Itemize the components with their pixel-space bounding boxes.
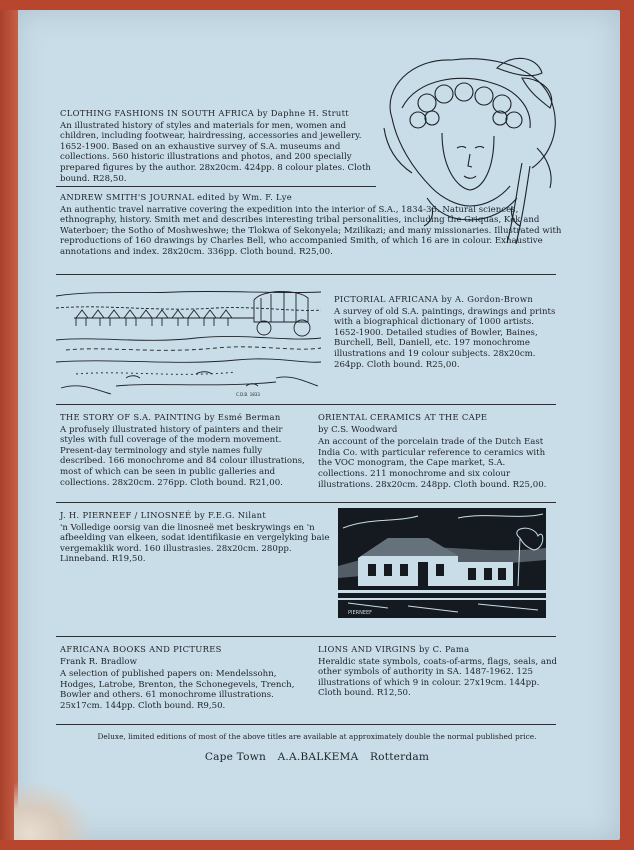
book-description: 'n Volledige oorsig van die linosneë met beskrywings en 'n afbeelding van elkeen, sodat identifikasie en vergelyking baie vergemaklik word. 160 illustrasies. 28x20cm. 280pp. Linneband. R19,50. (60, 522, 330, 565)
book-entry-pictorial-africana (334, 294, 556, 370)
book-entry-lions-virgins (318, 644, 558, 699)
worn-corner (14, 780, 94, 840)
deluxe-editions-note: Deluxe, limited editions of most of the above titles are available at approximately double the normal published price. (97, 732, 537, 741)
book-description: An account of the porcelain trade of the Dutch East India Co. with particular reference to ceramics with the VOC monogram, the Cape market, S.A. collections. 211 monochrome and six colour illustrations. 28x20cm. 248pp. Cloth bound. R25,00. (318, 437, 547, 490)
publisher-city: Rotterdam (370, 751, 430, 763)
divider (56, 724, 556, 725)
book-title: AFRICANA BOOKS AND PICTURES (60, 644, 222, 654)
book-description: An illustrated history of styles and materials for men, women and children, including footwear, hairdressing, accessories and jewellery. 1652-1900. Based on an exhaustive survey of S.A. museums and collections. 560 historic illustrations and photos, and 200 specially prepared figures by the author. 28x20cm. 424pp. 8 colour plates. Cloth bound. R28,50. (60, 120, 371, 184)
svg-text:C.D.B. 1833: C.D.B. 1833 (236, 392, 260, 397)
divider (56, 636, 556, 637)
divider (56, 186, 376, 187)
publisher-name: A.A.BALKEMA (277, 751, 359, 763)
divider (56, 274, 556, 275)
linocut-signature: PIERNEEF (348, 610, 373, 616)
book-entry-clothing (60, 108, 380, 184)
book-entry-pierneef (60, 510, 330, 565)
farmhouse-linocut-icon (338, 508, 546, 618)
book-title: ORIENTAL CERAMICS AT THE CAPE (318, 412, 488, 422)
ox-wagon-illustration-icon (56, 278, 321, 400)
book-description: A profusely illustrated history of painters and their styles with full coverage of the modern movement. Present-day terminology and style names fully described. 166 monochrome and 84 colour illustrations, most of which can be seen in public galleries and collections. 28x20cm. 276pp. Cloth bound. R21,00. (60, 424, 305, 488)
book-author: by C.S. Woodward (318, 424, 398, 435)
book-author: Frank R. Bradlow (60, 656, 137, 667)
publisher-imprint (14, 751, 620, 763)
book-entry-africana-books (60, 644, 310, 712)
book-entry-oriental-ceramics (318, 412, 554, 490)
publisher-city: Cape Town (204, 751, 266, 763)
book-title: J. H. PIERNEEF / LINOSNEÉ by F.E.G. Nilant (60, 510, 267, 520)
book-title: CLOTHING FASHIONS IN SOUTH AFRICA by Daphne H. Strutt (60, 108, 349, 118)
book-description: An authentic travel narrative covering the expedition into the interior of S.A., 1834-36. Natural sciences, ethnography, history. Smith met and describes interesting tribal personalities, including the Griquas, Kok and Waterboer; the Sotho of Moshweshwe; the Tlokwa of Sekonyela; Mzilikazi; and many missionaries. Illustrated with reproductions of 160 drawings by Charles Bell, who accompanied Smith, of which 16 are in colour. Exhaustive annotations and index. 28x20cm. 336pp. Cloth bound. R25,00. (60, 204, 562, 257)
book-entry-andrew-smith (60, 192, 568, 258)
book-entry-sa-painting (60, 412, 310, 488)
divider (56, 502, 556, 503)
book-title: PICTORIAL AFRICANA by A. Gordon-Brown (334, 294, 534, 304)
book-title: THE STORY OF S.A. PAINTING by Esmé Berman (60, 412, 281, 422)
divider (56, 404, 556, 405)
book-description: Heraldic state symbols, coats-of-arms, flags, seals, and other symbols of authority in SA. 1487-1962. 125 illustrations of which 9 in colour. 27x19cm. 144pp. Cloth bound. R12,50. (318, 656, 558, 699)
book-back-cover (14, 10, 620, 840)
book-description: A selection of published papers on: Mendelssohn, Hodges, Latrobe, Brenton, the Schonegevels, Trench, Bowler and others. 61 monochrome illustrations. 25x17cm. 144pp. Cloth bound. R9,50. (60, 669, 295, 711)
book-description: A survey of old S.A. paintings, drawings and prints with a biographical dictionary of 1000 artists. 1652-1900. Detailed studies of Bowler, Baines, Burchell, Bell, Daniell, etc. 197 monochrome illustrations and 19 colour subjects. 28x20cm. 264pp. Cloth bound. R25,00. (334, 306, 556, 370)
book-title: ANDREW SMITH'S JOURNAL edited by Wm. F. Lye (60, 192, 292, 202)
book-title: LIONS AND VIRGINS by C. Pama (318, 644, 470, 654)
